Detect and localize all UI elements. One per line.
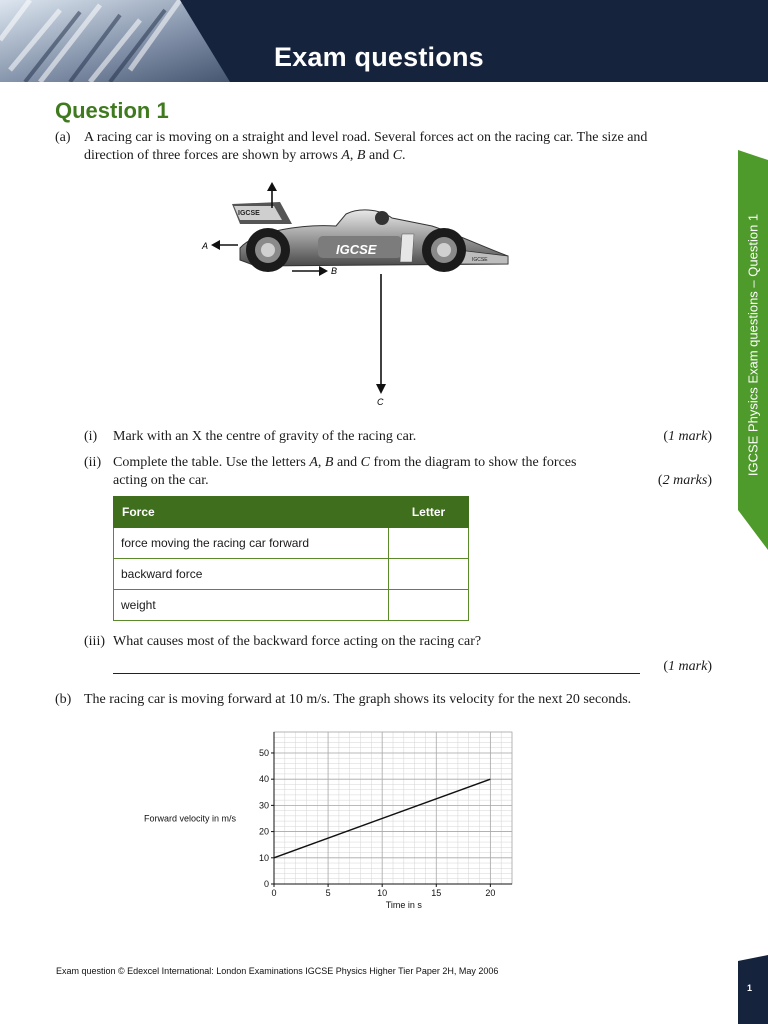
y-tick-label: 30 [258,800,269,811]
part-a-line1: A racing car is moving on a straight and level road. Several forces act on the racing car. The size and [84,130,648,145]
sub-iii-label: (iii) [84,634,105,649]
question-title: Question 1 [55,98,169,123]
chart-y-axis-label: Forward velocity in m/s [144,813,237,824]
chart-grid-minor [274,732,512,884]
y-tick-label: 20 [258,826,269,837]
table-cell-letter-input[interactable] [389,590,469,621]
sub-ii-line1: Complete the table. Use the letters A, B and C from the diagram to show the forces [113,455,577,470]
sub-iii-marks: (1 mark) [663,659,712,674]
answer-line[interactable] [113,673,640,674]
table-cell-force: weight [114,590,389,621]
table-row [114,559,469,590]
x-tick-label: 0 [271,888,277,898]
nose-label: IGCSE [472,257,488,263]
header-banner [0,0,768,82]
y-tick-label: 50 [258,747,269,758]
table-row [114,590,469,621]
chart-x-axis-label: Time in s [385,900,422,910]
x-tick-label: 15 [431,888,442,898]
sub-ii-label: (ii) [84,455,102,470]
table-cell-letter-input[interactable] [389,559,469,590]
arrow-b-label: B [331,266,338,276]
table-cell-force: force moving the racing car forward [114,528,389,559]
sub-ii-line2: acting on the car. [113,473,209,488]
front-wheel [422,228,466,272]
engine-photo-image [0,0,270,82]
sub-i-marks: (1 mark) [663,429,712,444]
sub-i-text: Mark with an X the centre of gravity of the racing car. [113,429,417,444]
sub-iii-text: What causes most of the backward force acting on the racing car? [113,634,482,649]
x-tick-label: 20 [485,888,496,898]
racing-car-diagram [196,178,516,410]
y-tick-label: 10 [258,852,269,863]
arrow-a-label: A [202,241,209,251]
wing-label: IGCSE [238,210,260,217]
part-b-label: (b) [55,692,72,707]
page-number: 1 [747,983,753,993]
arrow-c-label: C [377,397,384,407]
rear-wing [232,202,292,224]
table-row [114,528,469,559]
chart-ticks [259,748,495,898]
y-tick-label: 40 [258,774,269,785]
part-b-text: The racing car is moving forward at 10 m/s. The graph shows its velocity for the next 20 seconds. [84,692,632,707]
table-cell-letter-input[interactable] [389,528,469,559]
sub-i-label: (i) [84,429,98,444]
car-body-label: IGCSE [336,242,377,257]
table-header-row [114,497,469,528]
x-tick-label: 5 [325,888,331,898]
y-tick-label: 0 [263,879,269,889]
sub-ii-marks: (2 marks) [657,473,712,488]
section-tab-label: IGCSE Physics Exam questions – Question 1 [745,213,761,477]
force-table [113,496,469,621]
footer-copyright: Exam question © Edexcel International: London Examinations IGCSE Physics Higher Tier Paper 2H, May 2006 [56,966,499,976]
part-a-line2: direction of three forces are shown by arrows A, B and C. [84,148,406,163]
velocity-time-graph [140,728,530,918]
table-header-letter: Letter [389,497,469,528]
page-title: Exam questions [274,42,484,72]
rear-wheel [246,228,290,272]
table-header-force: Force [114,497,389,528]
table-cell-force: backward force [114,559,389,590]
x-tick-label: 10 [377,888,388,898]
page-corner [738,955,768,1024]
part-a-label: (a) [55,130,71,145]
